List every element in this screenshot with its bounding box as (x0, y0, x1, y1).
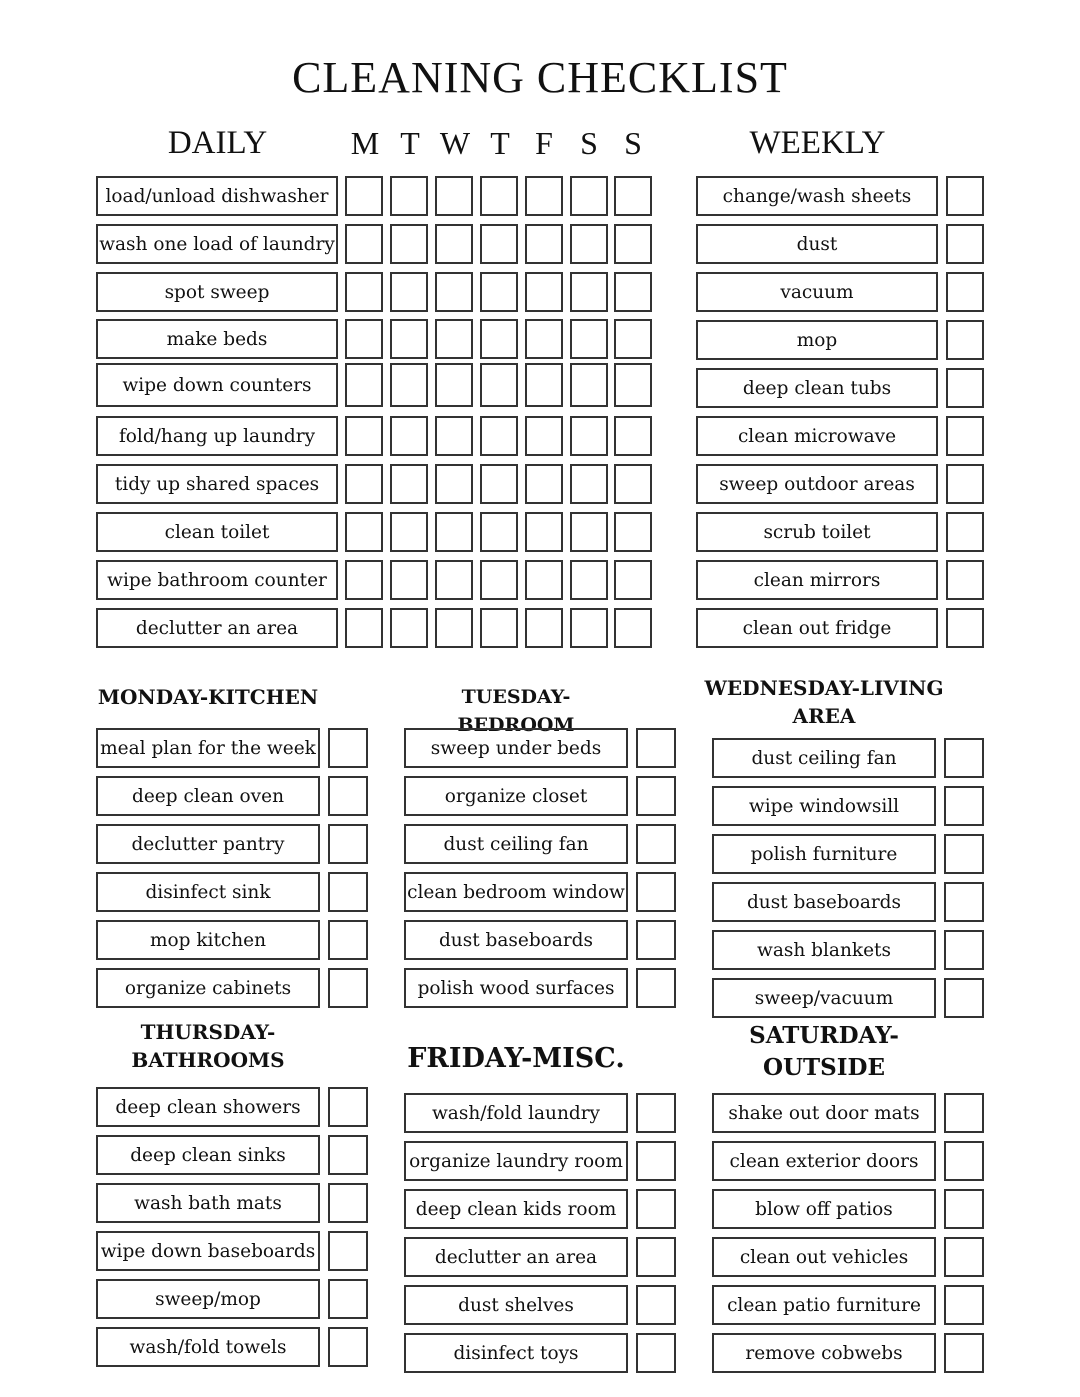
daily-checkbox-tue[interactable] (390, 416, 428, 456)
tuesday-header: TUESDAY-BEDROOM (457, 686, 575, 736)
daily-checkbox-tue[interactable] (390, 608, 428, 648)
wednesday-checkbox[interactable] (944, 834, 984, 874)
weekly-checkbox[interactable] (946, 368, 984, 408)
daily-checkbox-mon[interactable] (345, 464, 383, 504)
daily-checkbox-wed[interactable] (435, 224, 473, 264)
daily-checkbox-tue[interactable] (390, 464, 428, 504)
daily-checkbox-sun[interactable] (614, 512, 652, 552)
tuesday-task-label: dust ceiling fan (404, 824, 628, 864)
daily-checkbox-tue[interactable] (390, 512, 428, 552)
thursday-header-line1: THURSDAY- (140, 1020, 276, 1044)
daily-checkbox-mon[interactable] (345, 608, 383, 648)
thursday-checkbox[interactable] (328, 1279, 368, 1319)
wednesday-header (704, 674, 944, 730)
daily-checkbox-sun[interactable] (614, 608, 652, 648)
daily-checkbox-wed[interactable] (435, 176, 473, 216)
tuesday-checkbox[interactable] (636, 872, 676, 912)
daily-checkbox-sun[interactable] (614, 464, 652, 504)
tuesday-task-label: polish wood surfaces (404, 968, 628, 1008)
thursday-checkbox[interactable] (328, 1327, 368, 1367)
day-header-tuesday: T (400, 125, 420, 161)
daily-checkbox-mon[interactable] (345, 224, 383, 264)
thursday-task-label: deep clean showers (96, 1087, 320, 1127)
thursday-task-label: deep clean sinks (96, 1135, 320, 1175)
daily-checkbox-tue[interactable] (390, 560, 428, 600)
daily-checkbox-tue[interactable] (390, 224, 428, 264)
saturday-checkbox[interactable] (944, 1237, 984, 1277)
weekly-checkbox[interactable] (946, 560, 984, 600)
saturday-header-line2: OUTSIDE (762, 1054, 886, 1081)
saturday-task-label: remove cobwebs (712, 1333, 936, 1373)
monday-task-label: deep clean oven (96, 776, 320, 816)
saturday-checkbox[interactable] (944, 1093, 984, 1133)
daily-checkbox-fri[interactable] (525, 416, 563, 456)
weekly-task-label: deep clean tubs (696, 368, 938, 408)
daily-checkbox-sat[interactable] (570, 224, 608, 264)
wednesday-task-label: wipe windowsill (712, 786, 936, 826)
wednesday-task-label: polish furniture (712, 834, 936, 874)
daily-checkbox-wed[interactable] (435, 319, 473, 359)
day-header-friday: F (535, 125, 553, 161)
friday-task-label: dust shelves (404, 1285, 628, 1325)
thursday-task-label: sweep/mop (96, 1279, 320, 1319)
tuesday-task-label: organize closet (404, 776, 628, 816)
daily-task-label: wipe bathroom counter (96, 560, 338, 600)
daily-checkbox-fri[interactable] (525, 560, 563, 600)
wednesday-task-label: wash blankets (712, 930, 936, 970)
wednesday-checkbox[interactable] (944, 882, 984, 922)
monday-task-label: mop kitchen (96, 920, 320, 960)
monday-task-label: organize cabinets (96, 968, 320, 1008)
thursday-checkbox[interactable] (328, 1231, 368, 1271)
monday-checkbox[interactable] (328, 776, 368, 816)
daily-checkbox-thu[interactable] (480, 272, 518, 312)
daily-checkbox-mon[interactable] (345, 512, 383, 552)
daily-checkbox-tue[interactable] (390, 319, 428, 359)
daily-task-label: tidy up shared spaces (96, 464, 338, 504)
thursday-checkbox[interactable] (328, 1183, 368, 1223)
monday-header: MONDAY-KITCHEN (97, 685, 319, 709)
daily-checkbox-sun[interactable] (614, 560, 652, 600)
saturday-checkbox[interactable] (944, 1285, 984, 1325)
friday-task-label: deep clean kids room (404, 1189, 628, 1229)
daily-checkbox-fri[interactable] (525, 464, 563, 504)
daily-checkbox-sat[interactable] (570, 608, 608, 648)
weekly-checkbox[interactable] (946, 272, 984, 312)
daily-checkbox-sun[interactable] (614, 416, 652, 456)
daily-checkbox-thu[interactable] (480, 464, 518, 504)
weekly-task-label: sweep outdoor areas (696, 464, 938, 504)
daily-task-label: wash one load of laundry (96, 224, 338, 264)
weekly-checkbox[interactable] (946, 608, 984, 648)
wednesday-checkbox[interactable] (944, 930, 984, 970)
monday-task-label: declutter pantry (96, 824, 320, 864)
daily-checkbox-sat[interactable] (570, 363, 608, 407)
daily-checkbox-thu[interactable] (480, 560, 518, 600)
daily-checkbox-wed[interactable] (435, 512, 473, 552)
wednesday-checkbox[interactable] (944, 978, 984, 1018)
monday-checkbox[interactable] (328, 920, 368, 960)
tuesday-checkbox[interactable] (636, 824, 676, 864)
daily-checkbox-sat[interactable] (570, 272, 608, 312)
weekly-checkbox[interactable] (946, 176, 984, 216)
tuesday-checkbox[interactable] (636, 968, 676, 1008)
daily-checkbox-wed[interactable] (435, 416, 473, 456)
daily-checkbox-sun[interactable] (614, 224, 652, 264)
daily-checkbox-wed[interactable] (435, 608, 473, 648)
saturday-task-label: clean patio furniture (712, 1285, 936, 1325)
daily-checkbox-fri[interactable] (525, 272, 563, 312)
monday-task-label: disinfect sink (96, 872, 320, 912)
monday-checkbox[interactable] (328, 728, 368, 768)
daily-checkbox-thu[interactable] (480, 176, 518, 216)
weekly-task-label: change/wash sheets (696, 176, 938, 216)
weekly-task-label: dust (696, 224, 938, 264)
thursday-checkbox[interactable] (328, 1087, 368, 1127)
daily-task-label: load/unload dishwasher (96, 176, 338, 216)
thursday-header-line2: BATHROOMS (131, 1048, 285, 1072)
daily-checkbox-sun[interactable] (614, 363, 652, 407)
daily-checkbox-mon[interactable] (345, 560, 383, 600)
daily-checkbox-sat[interactable] (570, 416, 608, 456)
day-header-thursday: T (490, 125, 510, 161)
saturday-header (712, 1020, 936, 1084)
weekly-task-label: scrub toilet (696, 512, 938, 552)
daily-checkbox-sun[interactable] (614, 319, 652, 359)
daily-task-label: make beds (96, 319, 338, 359)
weekly-header: WEEKLY (749, 125, 886, 161)
thursday-task-label: wash bath mats (96, 1183, 320, 1223)
daily-checkbox-sun[interactable] (614, 272, 652, 312)
wednesday-checkbox[interactable] (944, 786, 984, 826)
saturday-checkbox[interactable] (944, 1141, 984, 1181)
day-header-wednesday: W (439, 125, 471, 161)
daily-checkbox-sat[interactable] (570, 512, 608, 552)
daily-checkbox-thu[interactable] (480, 608, 518, 648)
day-header-saturday: S (580, 125, 598, 161)
saturday-header-line1: SATURDAY- (749, 1022, 899, 1049)
saturday-task-label: shake out door mats (712, 1093, 936, 1133)
wednesday-task-label: sweep/vacuum (712, 978, 936, 1018)
daily-checkbox-thu[interactable] (480, 319, 518, 359)
daily-checkbox-fri[interactable] (525, 512, 563, 552)
tuesday-checkbox[interactable] (636, 920, 676, 960)
daily-checkbox-wed[interactable] (435, 464, 473, 504)
monday-checkbox[interactable] (328, 824, 368, 864)
thursday-task-label: wipe down baseboards (96, 1231, 320, 1271)
daily-checkbox-wed[interactable] (435, 363, 473, 407)
friday-checkbox[interactable] (636, 1189, 676, 1229)
daily-checkbox-fri[interactable] (525, 608, 563, 648)
saturday-checkbox[interactable] (944, 1189, 984, 1229)
daily-task-label: wipe down counters (96, 363, 338, 407)
wednesday-checkbox[interactable] (944, 738, 984, 778)
tuesday-task-label: clean bedroom window (404, 872, 628, 912)
weekly-task-label: clean microwave (696, 416, 938, 456)
monday-task-label: meal plan for the week (96, 728, 320, 768)
daily-task-label: clean toilet (96, 512, 338, 552)
friday-task-label: organize laundry room (404, 1141, 628, 1181)
saturday-task-label: blow off patios (712, 1189, 936, 1229)
daily-checkbox-sat[interactable] (570, 560, 608, 600)
daily-checkbox-sat[interactable] (570, 176, 608, 216)
weekly-task-label: mop (696, 320, 938, 360)
tuesday-checkbox[interactable] (636, 776, 676, 816)
weekly-task-label: clean out fridge (696, 608, 938, 648)
friday-task-label: disinfect toys (404, 1333, 628, 1373)
daily-task-label: declutter an area (96, 608, 338, 648)
daily-checkbox-fri[interactable] (525, 224, 563, 264)
daily-checkbox-tue[interactable] (390, 176, 428, 216)
friday-task-label: wash/fold laundry (404, 1093, 628, 1133)
daily-checkbox-mon[interactable] (345, 272, 383, 312)
daily-checkbox-tue[interactable] (390, 363, 428, 407)
friday-checkbox[interactable] (636, 1237, 676, 1277)
saturday-task-label: clean exterior doors (712, 1141, 936, 1181)
daily-checkbox-fri[interactable] (525, 176, 563, 216)
thursday-task-label: wash/fold towels (96, 1327, 320, 1367)
friday-checkbox[interactable] (636, 1333, 676, 1373)
day-header-monday: M (350, 125, 380, 161)
daily-checkbox-wed[interactable] (435, 272, 473, 312)
daily-checkbox-thu[interactable] (480, 512, 518, 552)
daily-checkbox-mon[interactable] (345, 319, 383, 359)
weekly-checkbox[interactable] (946, 320, 984, 360)
page-title: CLEANING CHECKLIST (292, 53, 788, 102)
daily-checkbox-thu[interactable] (480, 416, 518, 456)
daily-checkbox-mon[interactable] (345, 416, 383, 456)
daily-checkbox-wed[interactable] (435, 560, 473, 600)
weekly-checkbox[interactable] (946, 416, 984, 456)
weekly-checkbox[interactable] (946, 224, 984, 264)
monday-checkbox[interactable] (328, 968, 368, 1008)
tuesday-checkbox[interactable] (636, 728, 676, 768)
daily-checkbox-thu[interactable] (480, 224, 518, 264)
wednesday-header-line2: AREA (792, 704, 856, 728)
friday-checkbox[interactable] (636, 1093, 676, 1133)
daily-checkbox-sat[interactable] (570, 464, 608, 504)
weekly-task-label: clean mirrors (696, 560, 938, 600)
daily-checkbox-thu[interactable] (480, 363, 518, 407)
daily-checkbox-mon[interactable] (345, 363, 383, 407)
monday-checkbox[interactable] (328, 872, 368, 912)
daily-checkbox-fri[interactable] (525, 363, 563, 407)
weekly-checkbox[interactable] (946, 512, 984, 552)
tuesday-task-label: sweep under beds (404, 728, 628, 768)
tuesday-task-label: dust baseboards (404, 920, 628, 960)
friday-checkbox[interactable] (636, 1141, 676, 1181)
weekly-task-label: vacuum (696, 272, 938, 312)
wednesday-header-line1: WEDNESDAY-LIVING (704, 676, 944, 700)
daily-task-label: fold/hang up laundry (96, 416, 338, 456)
thursday-header (96, 1018, 320, 1074)
saturday-task-label: clean out vehicles (712, 1237, 936, 1277)
friday-task-label: declutter an area (404, 1237, 628, 1277)
daily-task-label: spot sweep (96, 272, 338, 312)
daily-checkbox-fri[interactable] (525, 319, 563, 359)
thursday-checkbox[interactable] (328, 1135, 368, 1175)
daily-header: DAILY (167, 125, 268, 161)
daily-checkbox-sun[interactable] (614, 176, 652, 216)
day-header-sunday: S (624, 125, 642, 161)
friday-checkbox[interactable] (636, 1285, 676, 1325)
daily-checkbox-sat[interactable] (570, 319, 608, 359)
saturday-checkbox[interactable] (944, 1333, 984, 1373)
friday-header: FRIDAY-MISC. (407, 1043, 625, 1074)
wednesday-task-label: dust baseboards (712, 882, 936, 922)
daily-checkbox-mon[interactable] (345, 176, 383, 216)
weekly-checkbox[interactable] (946, 464, 984, 504)
daily-checkbox-tue[interactable] (390, 272, 428, 312)
wednesday-task-label: dust ceiling fan (712, 738, 936, 778)
